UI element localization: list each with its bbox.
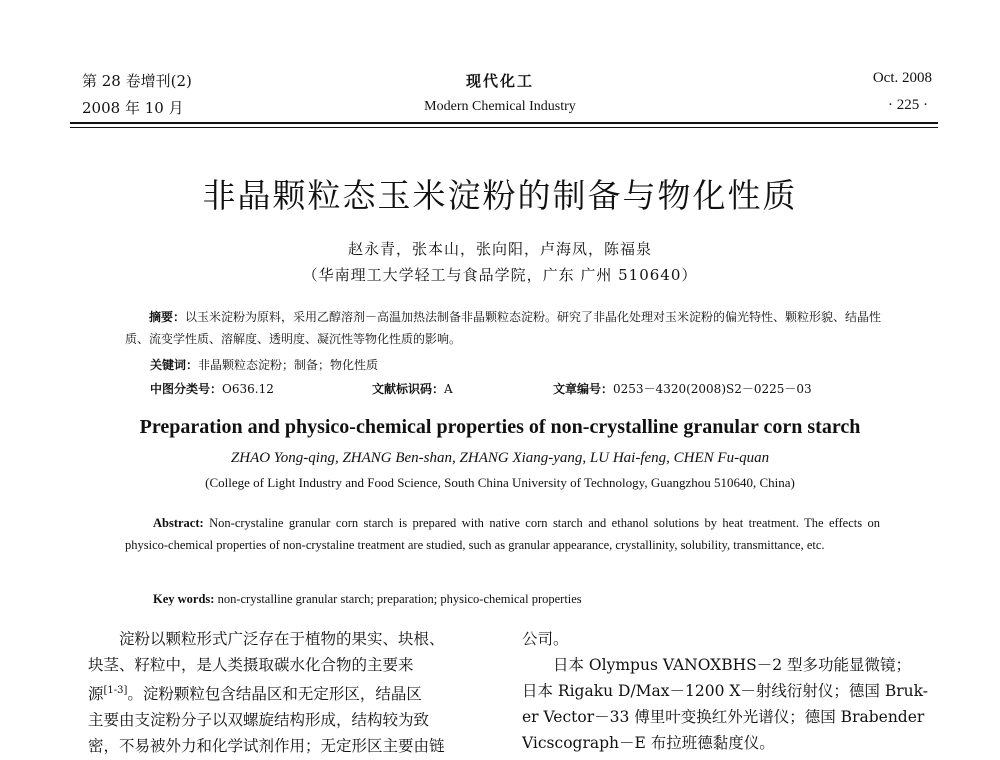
keywords-cn: [150, 354, 378, 376]
header-rule-thick: [70, 122, 938, 124]
affiliation-en: (College of Light Industry and Food Science, South China University of Technology, Guangzhou 510640, China): [205, 475, 795, 490]
abstract-en: [125, 512, 880, 556]
document-code: [372, 378, 453, 400]
body-right-line-5: Vicscograph－E 布拉班德黏度仪。: [522, 734, 775, 752]
keywords-en: [153, 588, 582, 610]
body-left-column: [88, 626, 488, 759]
abstract-cn-label: 摘要：: [149, 310, 186, 324]
citation-ref: [1-3]: [103, 685, 128, 696]
header-rule-thin: [70, 127, 938, 128]
abstract-en-label: Abstract:: [153, 516, 204, 530]
article-number-label: 文章编号：: [553, 382, 614, 396]
keywords-en-text: non-crystalline granular starch; preparation; physico-chemical properties: [217, 592, 582, 606]
page-number: · 225 ·: [888, 97, 928, 113]
authors-cn: 赵永青，张本山，张向阳，卢海凤，陈福泉: [347, 240, 652, 258]
issue-date-cn: 2008 年 10 月: [82, 99, 184, 117]
body-right-column: [522, 626, 942, 756]
body-left-line-2: 块茎、籽粒中，是人类摄取碳水化合物的主要来: [88, 656, 414, 674]
abstract-en-text: Non-crystaline granular corn starch is prepared with native corn starch and ethanol solutions by heat treatment. The effects on physico-chemical properties of non-crystaline treatment are studied, such as granular appearance, crystallinity, solubility, transmittance, etc.: [125, 516, 881, 552]
journal-name-en: Modern Chemical Industry: [424, 99, 576, 114]
issue-date-en: Oct. 2008: [872, 70, 932, 86]
abstract-cn-text: 以玉米淀粉为原料，采用乙醇溶剂－高温加热法制备非晶颗粒态淀粉。研究了非晶化处理对玉米淀粉的偏光特性、颗粒形貌、结晶性质、流变学性质、溶解度、透明度、凝沉性等物化性质的影响。: [125, 310, 882, 346]
authors-en: ZHAO Yong-qing, ZHANG Ben-shan, ZHANG Xiang-yang, LU Hai-feng, CHEN Fu-quan: [230, 450, 770, 466]
volume-label: 第 28 卷增刊(2): [82, 72, 192, 90]
body-right-line-4: er Vector－33 傅里叶变换红外光谱仪；德国 Brabender: [522, 708, 925, 726]
body-left-line-4: 主要由支淀粉分子以双螺旋结构形成，结构较为致: [88, 711, 430, 730]
body-right-line-2: 日本 Olympus VANOXBHS－2 型多功能显微镜；: [553, 656, 912, 674]
clc-label: 中图分类号：: [150, 382, 223, 396]
abstract-cn: [125, 306, 895, 350]
clc-value: O636.12: [222, 382, 274, 396]
body-right-line-1: 公司。: [522, 630, 569, 648]
body-left-line-5: 密，不易被外力和化学试剂作用；无定形区主要由链: [88, 737, 445, 756]
body-right-line-3: 日本 Rigaku D/Max－1200 X－射线衍射仪；德国 Bruk-: [522, 682, 928, 700]
paper-title-en: Preparation and physico-chemical properties of non-crystalline granular corn starch: [139, 416, 861, 438]
body-left-line-3a: 源: [88, 685, 104, 704]
paper-title-cn: 非晶颗粒态玉米淀粉的制备与物化性质: [202, 176, 798, 215]
affiliation-cn: （华南理工大学轻工与食品学院，广东 广州 510640）: [302, 266, 698, 284]
body-left-line-3: [88, 678, 488, 707]
document-code-value: A: [444, 382, 453, 396]
journal-name-cn: 现代化工: [465, 72, 534, 90]
article-number-value: 0253－4320(2008)S2－0225－03: [613, 382, 812, 396]
body-left-line-3b: 。淀粉颗粒包含结晶区和无定形区，结晶区: [127, 685, 422, 704]
keywords-en-label: Key words:: [153, 592, 215, 606]
keywords-cn-text: 非晶颗粒态淀粉；制备；物化性质: [198, 358, 379, 372]
keywords-cn-label: 关键词：: [150, 358, 199, 372]
article-number: [553, 378, 812, 400]
body-left-line-1: 淀粉以颗粒形式广泛存在于植物的果实、块根、: [119, 630, 445, 648]
clc-number: [150, 378, 274, 400]
document-code-label: 文献标识码：: [372, 382, 445, 396]
